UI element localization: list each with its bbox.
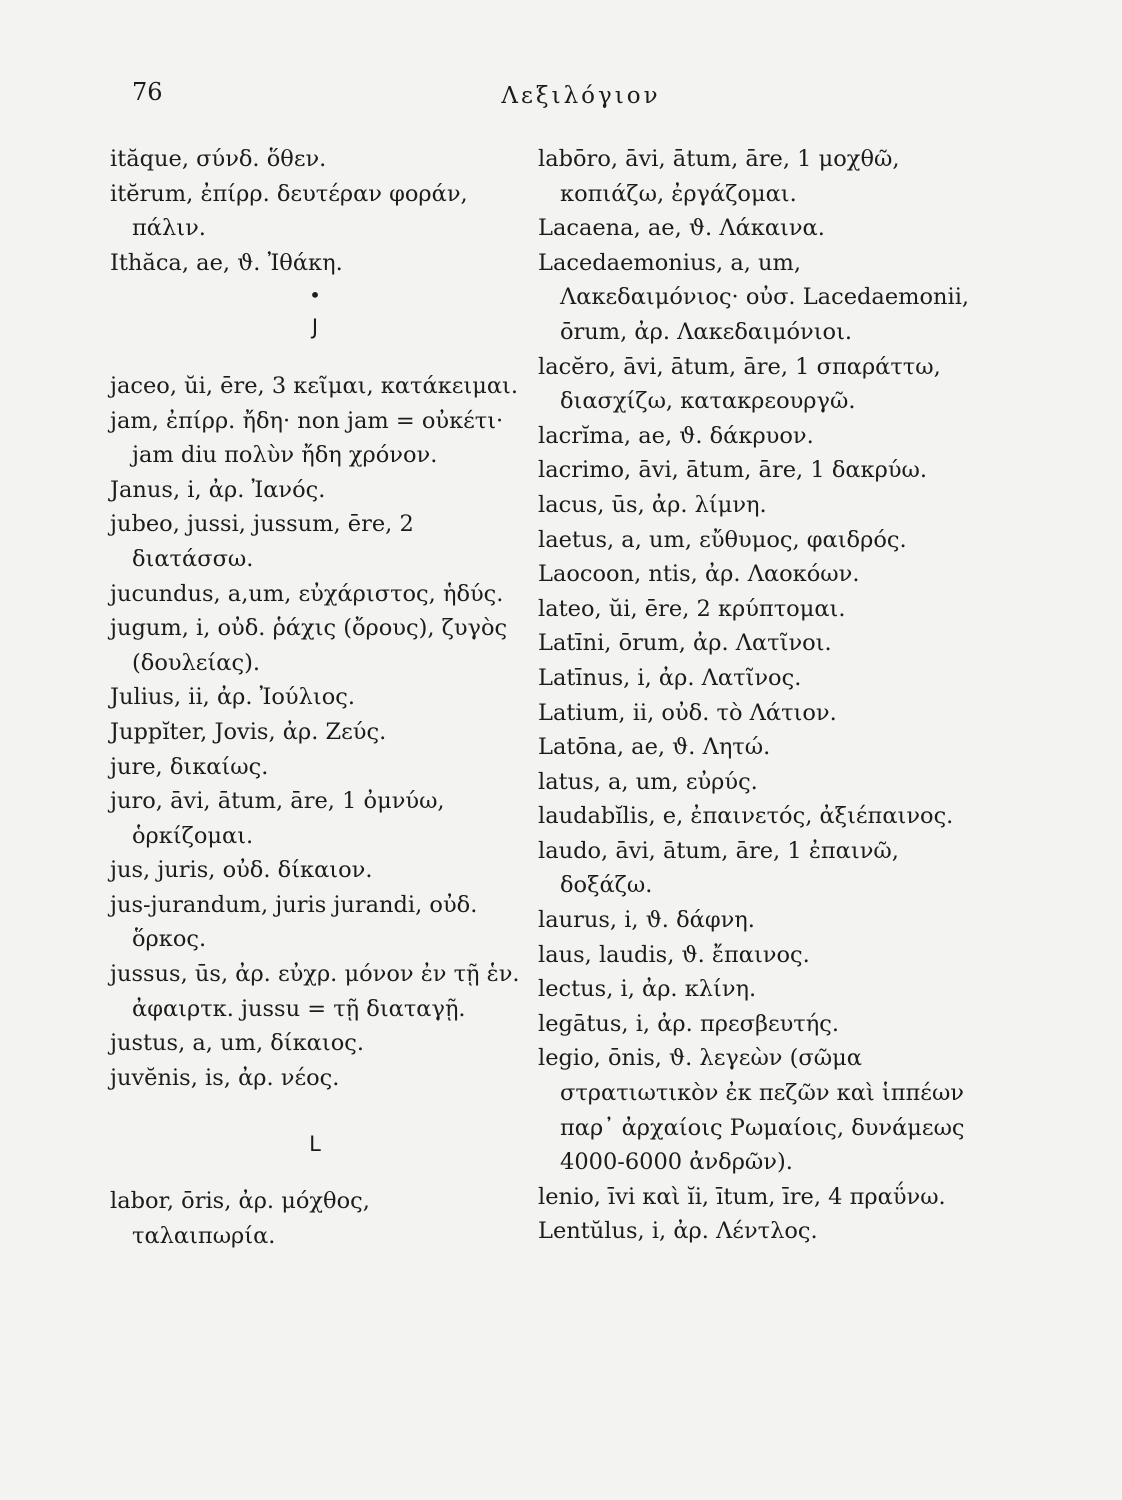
page-number: 76 [132, 78, 163, 106]
dictionary-entry: Lacedaemonius, a, um, Λακεδαιμόνιος· οὐσ. Lacedaemonii, ōrum, ἀρ. Λακεδαιμόνιοι. [538, 249, 970, 345]
dictionary-entry: laus, laudis, ϑ. ἔπαινος. [538, 941, 810, 968]
dictionary-entry: juvĕnis, is, ἀρ. νέος. [110, 1064, 340, 1091]
dictionary-entry: lacrimo, āvi, ātum, āre, 1 δακρύω. [538, 457, 928, 484]
section-heading-j: J [311, 315, 319, 340]
entry-group-j [110, 369, 520, 1095]
dictionary-entry: Latium, ii, οὐδ. τὸ Λάτιον. [538, 699, 837, 726]
dictionary-entry: laurus, i, ϑ. δάφνη. [538, 907, 755, 934]
dictionary-entry: ităque, σύνδ. ὅθεν. [110, 146, 327, 172]
dictionary-entry: Juppĭter, Jovis, ἀρ. Ζεύς. [110, 718, 387, 745]
dictionary-entry: Latīnus, i, ἀρ. Λατῖνος. [538, 664, 802, 691]
dictionary-entry: Laocoon, ntis, ἀρ. Λαοκόων. [538, 561, 860, 588]
dictionary-entry: laudo, āvi, ātum, āre, 1 ἐπαινῶ, δοξάζω. [538, 837, 899, 899]
dictionary-entry: lacĕro, āvi, ātum, āre, 1 σπαράττω, διασχίζω, κατακρεουργῶ. [538, 353, 941, 415]
dictionary-entry: jam, ἐπίρρ. ἤδη· non jam = οὐκέτι· jam diu πολὺν ἤδη χρόνον. [110, 407, 504, 469]
dictionary-entry: Latīni, ōrum, ἀρ. Λατῖνοι. [538, 630, 832, 657]
dictionary-entry: legātus, i, ἀρ. πρεσβευτής. [538, 1010, 839, 1037]
right-column [538, 142, 980, 1249]
running-head-title: Λεξιλόγιον [501, 83, 661, 109]
dictionary-entry: labōro, āvi, ātum, āre, 1 μοχθῶ, κοπιάζω, ἐργάζομαι. [538, 146, 900, 207]
dictionary-entry: latus, a, um, εὐρύς. [538, 768, 758, 795]
dictionary-entry: lenio, īvi καὶ ĭi, ītum, īre, 4 πραΰνω. [538, 1183, 946, 1210]
dictionary-entry: jus-jurandum, juris jurandi, οὐδ. ὅρκος. [110, 891, 478, 953]
entry-group-i [110, 142, 520, 280]
dictionary-entry: jussus, ūs, ἀρ. εὐχρ. μόνον ἐν τῇ ἑν. ἀφαιρτκ. jussu = τῇ διαταγῇ. [110, 961, 520, 1022]
dictionary-entry: Julius, ii, ἀρ. Ἰούλιος. [110, 684, 355, 711]
dictionary-entry: labor, ōris, ἀρ. μόχθος, ταλαιπωρία. [110, 1188, 370, 1249]
dictionary-entry: lectus, i, ἀρ. κλίνη. [538, 976, 757, 1003]
dictionary-entry: Ithăca, ae, ϑ. Ἰθάκη. [110, 249, 343, 276]
dictionary-entry: itĕrum, ἐπίρρ. δευτέραν φοράν, πάλιν. [110, 180, 468, 242]
left-column [110, 142, 520, 1253]
dictionary-entry: jubeo, jussi, jussum, ēre, 2 διατάσσω. [110, 511, 414, 572]
entry-group-l [110, 1184, 520, 1253]
dictionary-entry: lacus, ūs, ἀρ. λίμνη. [538, 491, 767, 518]
dictionary-entry: Janus, i, ἀρ. Ἰανός. [110, 476, 326, 503]
dictionary-entry: justus, a, um, δίκαιος. [110, 1030, 364, 1057]
dictionary-entry: jure, δικαίως. [110, 753, 269, 780]
dictionary-entry: lateo, ŭi, ēre, 2 κρύπτομαι. [538, 595, 846, 622]
dictionary-entry: jus, juris, οὐδ. δίκαιον. [110, 857, 373, 884]
dictionary-entry: Lacaena, ae, ϑ. Λάκαινα. [538, 215, 825, 242]
dictionary-entry: legio, ōnis, ϑ. λεγεὼν (σῶμα στρατιωτικὸν ἐκ πεζῶν καὶ ἱππέων παρ᾿ ἀρχαίοις Ρωμαίοις, δυνάμεως 4000-6000 ἀνδρῶν). [538, 1045, 965, 1176]
dictionary-entry: jugum, i, οὐδ. ῥάχις (ὄρους), ζυγὸς (δουλείας). [110, 615, 508, 676]
dictionary-entry: lacrĭma, ae, ϑ. δάκρυον. [538, 422, 814, 449]
printer-mark: • [309, 283, 321, 308]
dictionary-entry: Lentŭlus, i, ἀρ. Λέντλος. [538, 1218, 818, 1245]
section-heading-l: L [309, 1132, 321, 1157]
dictionary-entry: juro, āvi, ātum, āre, 1 ὀμνύω, ὁρκίζομαι. [110, 788, 445, 849]
dictionary-entry: laetus, a, um, εὔθυμος, φαιδρός. [538, 526, 907, 553]
dictionary-entry: laudabĭlis, e, ἐπαινετός, ἀξιέπαινος. [538, 803, 954, 830]
dictionary-entry: jucundus, a,um, εὐχάριστος, ἡδύς. [110, 580, 504, 607]
dictionary-entry: Latōna, ae, ϑ. Λητώ. [538, 734, 771, 761]
dictionary-entry: jaceo, ŭi, ēre, 3 κεῖμαι, κατάκειμαι. [110, 372, 519, 399]
